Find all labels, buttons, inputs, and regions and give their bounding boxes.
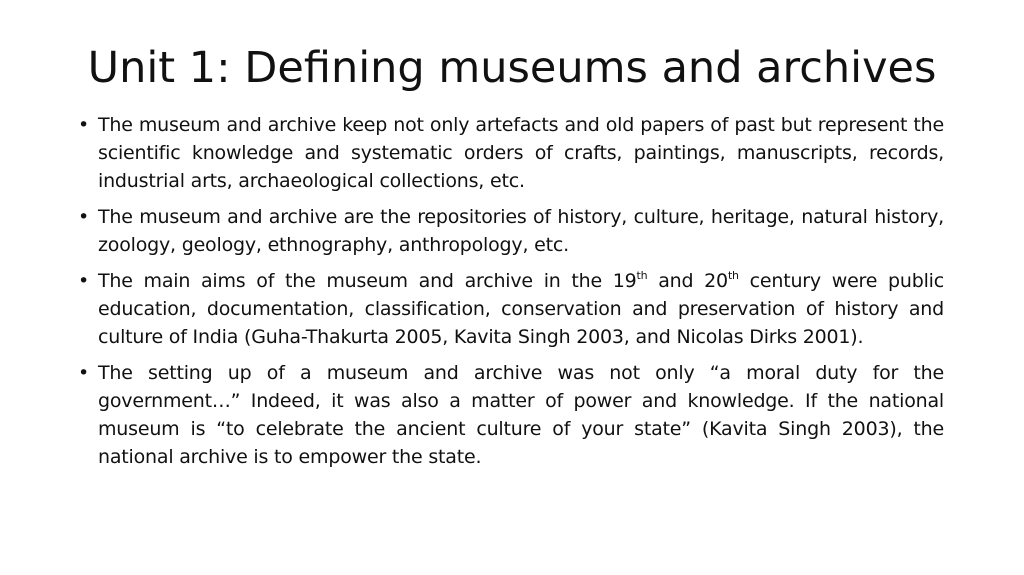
bullet-item <box>78 111 944 195</box>
bullet-dot-icon: • <box>78 114 90 136</box>
bullet-item <box>78 267 944 351</box>
bullet-text: The museum and archive keep not only artefacts and old papers of past but represent the scientific knowledge and systematic orders of crafts, paintings, manuscripts, records, industrial arts, archaeological collections, etc. <box>98 114 944 192</box>
slide-title: Unit 1: Defining museums and archives <box>87 43 937 93</box>
bullet-text <box>98 270 944 348</box>
bullet-text-part: century were public education, documentation, classification, conservation and preservation of history and culture of India (Guha-Thakurta 2005, Kavita Singh 2003, and Nicolas Dirks 2001). <box>98 270 944 348</box>
bullet-text-part: The main aims of the museum and archive in the 19 <box>98 270 637 292</box>
bullet-text: The setting up of a museum and archive was not only “a moral duty for the government…” Indeed, it was also a matter of power and knowledge. If the national museum is “to celebrate the ancient culture of your state” (Kavita Singh 2003), the national archive is to empower the state. <box>98 362 944 468</box>
bullet-text-part: and 20 <box>647 270 728 292</box>
bullet-dot-icon: • <box>78 270 90 292</box>
ordinal-suffix: th <box>727 269 739 282</box>
bullet-item <box>78 359 944 471</box>
bullet-item <box>78 203 944 259</box>
bullet-list <box>78 111 944 479</box>
bullet-text: The museum and archive are the repositories of history, culture, heritage, natural history, zoology, geology, ethnography, anthropology, etc. <box>98 206 944 256</box>
ordinal-suffix: th <box>636 269 648 282</box>
bullet-dot-icon: • <box>78 362 90 384</box>
bullet-dot-icon: • <box>78 206 90 228</box>
